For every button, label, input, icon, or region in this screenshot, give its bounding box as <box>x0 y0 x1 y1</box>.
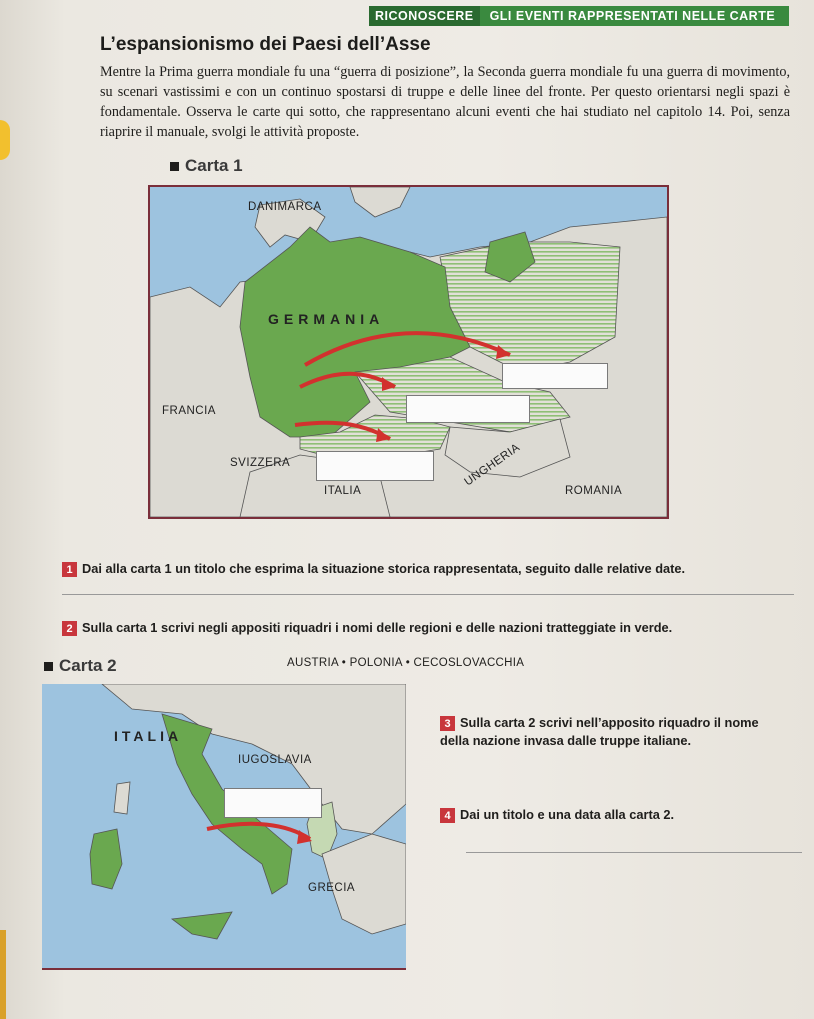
label-svizzera: SVIZZERA <box>230 457 291 469</box>
exercise-1-text: Dai alla carta 1 un titolo che esprima la situazione storica rappresentata, seguito dalle relative date. <box>82 561 686 576</box>
exercise-number: 1 <box>62 562 77 577</box>
answer-box-czechoslovakia[interactable] <box>406 395 530 423</box>
sardinia-shape <box>90 829 122 889</box>
section-tag: RICONOSCERE <box>369 6 480 26</box>
label-italia: ITALIA <box>114 728 183 744</box>
label-iugoslavia: IUGOSLAVIA <box>238 754 312 766</box>
exercise-4-text: Dai un titolo e una data alla carta 2. <box>460 807 675 822</box>
map1-caption <box>170 156 243 176</box>
sicily-shape <box>172 912 232 939</box>
answer-line-4[interactable] <box>466 852 802 853</box>
label-ungheria: UNGHERIA <box>462 441 523 489</box>
map2-caption-text: Carta 2 <box>59 656 117 675</box>
exercise-3-text: Sulla carta 2 scrivi nell’apposito riquadro il nome della nazione invasa dalle truppe italiane. <box>440 715 759 748</box>
map2 <box>42 684 406 970</box>
word-bank: AUSTRIA • POLONIA • CECOSLOVACCHIA <box>287 657 525 669</box>
answer-box-poland[interactable] <box>502 363 608 389</box>
sweden-shape <box>350 187 410 217</box>
answer-box-albania[interactable] <box>224 788 322 818</box>
label-francia: FRANCIA <box>162 405 216 417</box>
label-germania: GERMANIA <box>268 311 385 327</box>
intro-paragraph: Mentre la Prima guerra mondiale fu una “guerra di posizione”, la Seconda guerra mondiale fu una guerra di movimento, su scenari vastissimi e con un continuo spostarsi di truppe e delle linee del fronte. Per questo orientarsi negli spazi è fondamentale. Osserva le carte qui sotto, che rappresentano alcuni eventi che hai studiato nel capitolo 14. Poi, senza riaprire il manuale, svolgi le attività proposte. <box>100 64 790 140</box>
answer-line-1[interactable] <box>62 594 794 595</box>
exercise-1 <box>62 560 802 578</box>
exercise-2 <box>62 619 802 637</box>
label-danimarca: DANIMARCA <box>248 201 322 213</box>
corsica-shape <box>114 782 130 814</box>
label-italia: ITALIA <box>324 485 362 497</box>
exercise-number: 4 <box>440 808 455 823</box>
map1-caption-text: Carta 1 <box>185 156 243 175</box>
map2-caption <box>44 656 117 676</box>
section-header-text: GLI EVENTI RAPPRESENTATI NELLE CARTE <box>489 9 776 23</box>
caption-square-icon <box>170 162 179 171</box>
label-grecia: GRECIA <box>308 882 356 894</box>
page-title: L’espansionismo dei Paesi dell’Asse <box>100 34 431 55</box>
exercise-number: 3 <box>440 716 455 731</box>
answer-box-austria[interactable] <box>316 451 434 481</box>
exercise-number: 2 <box>62 621 77 636</box>
map1 <box>148 185 669 519</box>
caption-square-icon <box>44 662 53 671</box>
section-header <box>369 6 789 26</box>
exercise-2-text: Sulla carta 1 scrivi negli appositi riquadri i nomi delle regioni e delle nazioni tratteggiate in verde. <box>82 620 673 635</box>
exercise-3 <box>440 714 780 750</box>
map2-drawing <box>42 684 406 968</box>
label-romania: ROMANIA <box>565 485 623 497</box>
exercise-4 <box>440 806 780 824</box>
